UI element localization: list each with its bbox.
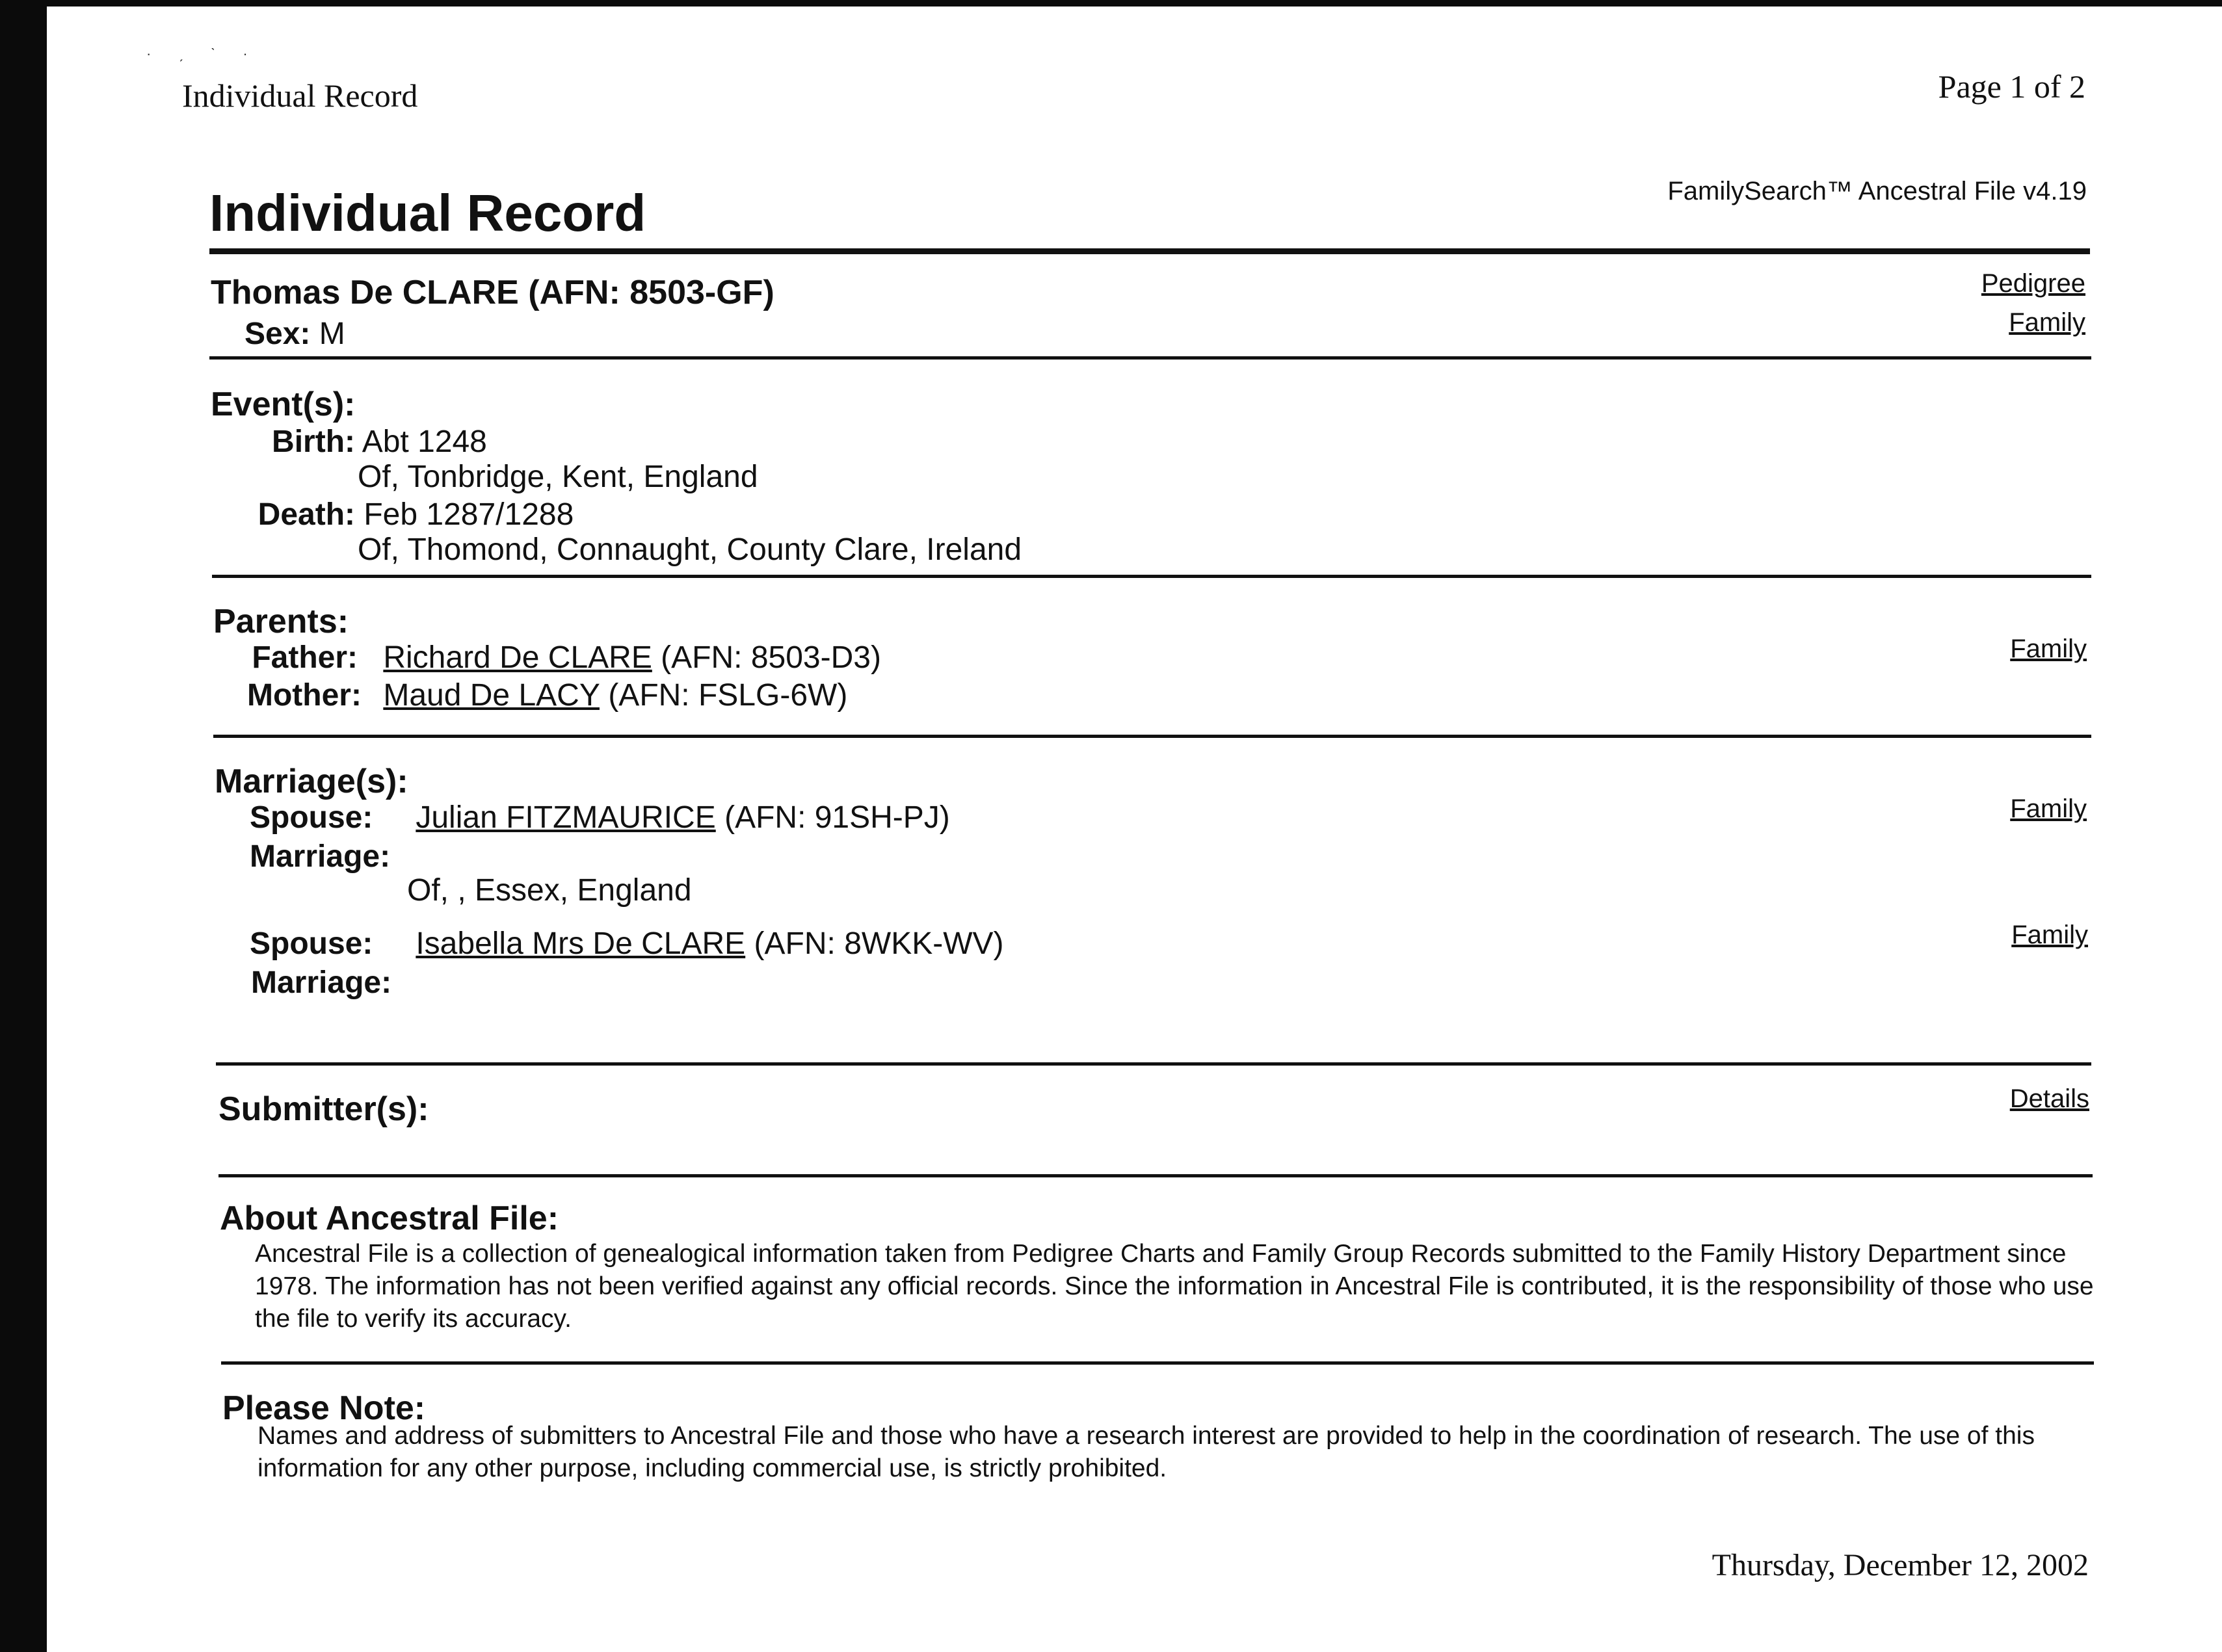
father-label: Father: xyxy=(252,640,358,675)
footer-date: Thursday, December 12, 2002 xyxy=(1712,1548,2089,1582)
spouse-row-2 xyxy=(250,926,1004,962)
birth-row xyxy=(245,424,487,460)
page-indicator: Page 1 of 2 xyxy=(1938,68,2085,105)
submitters-heading: Submitter(s): xyxy=(218,1090,429,1128)
sex-row xyxy=(245,316,345,352)
product-name: FamilySearch™ Ancestral File v4.19 xyxy=(1667,177,2087,205)
spouse-afn-2: (AFN: 8WKK-WV) xyxy=(754,926,1004,961)
document-title: Individual Record xyxy=(209,184,646,242)
birth-label: Birth: xyxy=(272,425,355,459)
details-link[interactable]: Details xyxy=(2009,1084,2089,1113)
note-heading: Please Note: xyxy=(222,1389,426,1427)
marriage-family-link-2[interactable]: Family xyxy=(2011,921,2088,949)
father-afn: (AFN: 8503-D3) xyxy=(661,640,881,675)
scan-border-left xyxy=(0,0,47,1652)
rule-events xyxy=(212,575,2091,578)
death-row xyxy=(245,497,574,532)
about-heading: About Ancestral File: xyxy=(220,1200,559,1237)
birth-date: Abt 1248 xyxy=(362,425,487,459)
page-header-title: Individual Record xyxy=(182,77,418,114)
marriage-label-1: Marriage: xyxy=(250,839,391,874)
note-text: Names and address of submitters to Ancestral File and those who have a research interest are provided to help in the coordination of research. The use of this information for any other purpose, including commercial use, is strictly prohibited. xyxy=(258,1422,2035,1482)
scan-specks: · ˏ ˋ · xyxy=(146,46,259,62)
parents-heading: Parents: xyxy=(213,603,349,640)
about-text: Ancestral File is a collection of genealogical information taken from Pedigree Charts and Family Group Records submitted to the Family History Department since 1978. The information has not been verified against any official records. Since the information in Ancestral File is contributed, it is the responsibility of those who use the file to verify its accuracy. xyxy=(255,1240,2094,1333)
spouse-label-1: Spouse: xyxy=(250,800,373,835)
death-date: Feb 1287/1288 xyxy=(364,497,574,532)
marriage-family-link-1[interactable]: Family xyxy=(2010,794,2087,823)
marriage-label-2: Marriage: xyxy=(251,965,392,1000)
marriage-place-1: Of, , Essex, England xyxy=(407,873,692,908)
pedigree-link[interactable]: Pedigree xyxy=(1981,269,2085,298)
individual-family-link[interactable]: Family xyxy=(2009,308,2085,337)
spouse-label-2: Spouse: xyxy=(250,926,373,961)
parents-family-link[interactable]: Family xyxy=(2010,635,2087,663)
rule-parents xyxy=(213,735,2091,738)
birth-place: Of, Tonbridge, Kent, England xyxy=(358,460,758,494)
mother-name-link[interactable]: Maud De LACY xyxy=(383,678,600,713)
mother-afn: (AFN: FSLG-6W) xyxy=(608,678,848,713)
spouse-name-link-1[interactable]: Julian FITZMAURICE xyxy=(416,800,716,835)
individual-name-heading: Thomas De CLARE (AFN: 8503-GF) xyxy=(211,274,774,311)
marriages-heading: Marriage(s): xyxy=(215,763,408,800)
spouse-row-1 xyxy=(250,800,950,835)
rule-about xyxy=(221,1361,2094,1365)
sex-label: Sex: xyxy=(245,317,311,351)
rule-individual xyxy=(209,356,2091,360)
spouse-afn-1: (AFN: 91SH-PJ) xyxy=(724,800,950,835)
events-heading: Event(s): xyxy=(211,386,356,423)
death-label: Death: xyxy=(258,497,355,532)
rule-title xyxy=(209,248,2090,254)
spouse-name-link-2[interactable]: Isabella Mrs De CLARE xyxy=(416,926,746,961)
rule-marriages xyxy=(216,1062,2091,1066)
mother-label: Mother: xyxy=(247,678,362,713)
father-row xyxy=(247,640,881,675)
death-place: Of, Thomond, Connaught, County Clare, Ireland xyxy=(358,532,1022,567)
sex-value: M xyxy=(319,317,345,351)
rule-submitters xyxy=(218,1174,2093,1177)
mother-row xyxy=(247,677,847,713)
scan-border-top xyxy=(0,0,2222,7)
father-name-link[interactable]: Richard De CLARE xyxy=(383,640,652,675)
